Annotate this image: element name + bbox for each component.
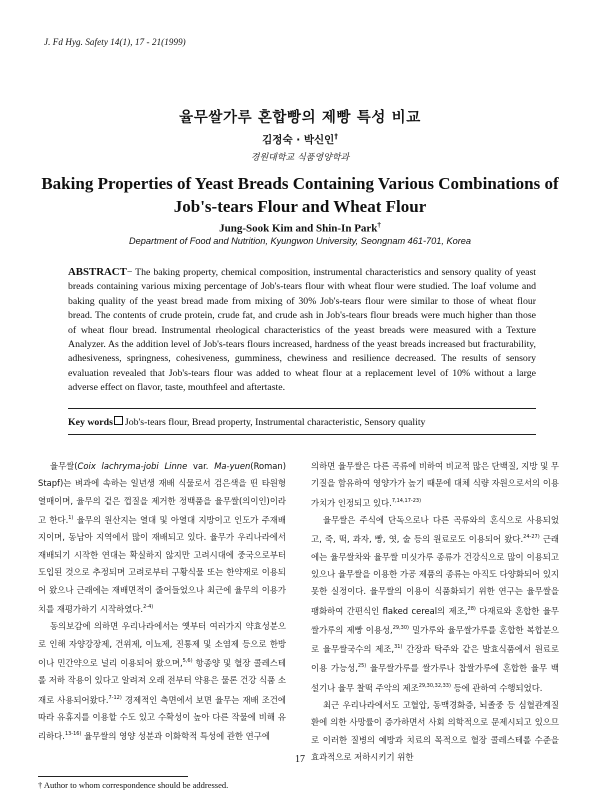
keywords-bottom-rule xyxy=(68,434,536,435)
abstract-text: − The baking property, chemical composition, instrumental characteristics and sensory quality of yeast breads containing various mixing percentage of Job's-tears flour with wheat flour were studied. The loaf volume and baking quality of the yeast bread made from mixing of 30% Job's-tears flour were similar to those of wheat flour bread. The contents of crude protein, crude fat, and crude ash in Job's-tears flour breads were much higher than those of wheat flour bread. Instrumental rheological characteristics of the yeast breads were measured with a Texture Analyzer. As the addition level of Job's-tears flours increased, hardness of the yeast breads increased but fracturability, adhesiveness, springness, cohesiveness, gumminess, chewiness and resilience decreased. The results of sensory evaluation revealed that Job's-tears flour was added to wheat flour at a replacement level of 10% without a large adverse effect on flavor, taste, mouthfeel and aftertaste. xyxy=(68,267,536,394)
korean-title: 율무쌀가루 혼합빵의 제빵 특성 비교 xyxy=(179,110,421,126)
abstract-heading: ABSTRACT xyxy=(68,266,127,278)
keywords-label: Key words xyxy=(68,417,113,428)
english-affiliation: Department of Food and Nutrition, Kyungwon University, Seongnam 461-701, Korea xyxy=(128,236,471,246)
right-paragraph-2: 율무쌀은 주식에 단독으로나 다른 곡류와의 혼식으로 사용되었고, 죽, 떡, 과자, 빵, 엿, 술 등의 원료로도 이용되어 왔다.$^{24-27)}$ 근래에는 율무쌀차와 율무쌀 미싯가루 종류가 건강식으로 많이 이용되고 있으나 율무쌀을 이용한 가공 제품의 종류는 아직도 다양화되어 있지 못한 실정이다. 율무쌀의 이용이 식품화되기 위한 연구는 율무쌀을 팽화하여 간편식인 flaked cereal의 제조,$^{28)}$ 다재료와 혼합한 율무쌀가루의 제빵 이용성,$^{29,30)}$ 밀가루와 율무쌀가루를 혼합한 복합분으로 율무쌀국수의 제조,$^{31)}$ 간장과 탁주와 같은 발효식품에서 원료로 이용 가능성,$^{25)}$ 율무쌀가루를 쌀가루나 찹쌀가루에 혼합한 율무 백설기나 율무 찰떡 주악의 제조$^{29,30,32,33)}$ 등에 관하여 수행되었다. xyxy=(311,515,560,693)
keywords-top-rule xyxy=(68,408,536,409)
korean-affiliation: 경원대학교 식품영양학과 xyxy=(250,153,350,163)
keywords-text: Job's-tears flour, Bread property, Instrumental characteristic, Sensory quality xyxy=(124,417,426,428)
english-authors: Jung-Sook Kim and Shin-In Park† xyxy=(219,221,381,235)
right-paragraph-1: 의하면 율무쌀은 다른 곡류에 비하여 비교적 많은 단백질, 지방 및 무기질을 함유하여 영양가가 높기 때문에 대체 식량 자원으로서의 이용 가치가 인정되고 있다.$^{7,14,17-23)}$ xyxy=(311,461,559,508)
page-number: 17 xyxy=(295,754,305,765)
left-paragraph-2: 동의보감에 의하면 우리나라에서는 옛부터 여러가지 약효성분으로 인해 자양강장제, 건위제, 이뇨제, 진통제 및 소염제 등으로 한방이나 민간약으로 널리 이용되어 왔으며,$^{5,6)}$ 항종양 및 혈장 콜레스테롤 저하 작용이 있다고 알려져 오래 전부터 약용은 물론 건강 식품 소재로 사용되어왔다.$^{7-12)}$ 경제적인 측면에서 보면 율무는 재배 조건에 따라 유휴지를 이용할 수도 있고 수확성이 높아 다른 작물에 비해 유리하다.$^{13-16)}$ 율무쌀의 영양 성분과 이화학적 특성에 관한 연구에 xyxy=(38,621,286,742)
keywords xyxy=(68,416,538,428)
journal-citation: J. Fd Hyg. Safety 14(1), 17 - 21(1999) xyxy=(44,37,186,47)
right-paragraph-3: 최근 우리나라에서도 고혈압, 동맥경화증, 뇌졸중 등 심혈관계질환에 의한 사망률이 증가하면서 사회 의학적으로 문제시되고 있으므로 이러한 질병의 예방과 치료의 목적으로 혈장 콜레스테롤 수준을 효과적으로 저하시키기 위한 xyxy=(311,699,559,763)
english-title: Baking Properties of Yeast Breads Containing Various Combinations of Job's-tears Flour and Wheat Flour xyxy=(41,174,559,216)
korean-authors: 김정숙 · 박신인† xyxy=(262,132,338,146)
right-column xyxy=(311,458,559,766)
footnote-rule xyxy=(38,776,188,777)
footnote: † Author to whom correspondence should be addressed. xyxy=(38,780,229,790)
left-paragraph-1: 율무쌀(Coix lachryma-jobi Linne var. Ma-yuen(Roman) Stapf)는 벼과에 속하는 일년생 재배 식물로서 검은색을 띤 타원형 열매이며, 율무의 겉은 껍질을 제거한 정백품을 율무쌀(의이인)이라고 한다.$^{1)}$ 율무의 원산지는 열대 및 아열대 지방이고 인도가 주재배지이며, 동남아 지역에서 많이 재배되고 있다. 율무가 우리나라에서 재배되기 시작한 연대는 확실하지 않지만 고려시대에 중국으로부터 도입된 것으로 추정되며 고려로부터 구황식물 또는 한약재로 이용되어 왔으나 근래에는 재배면적이 줄어들었으나 최근에 율무의 이용가치를 재평가하기 시작하였다.$^{2-4)}$ xyxy=(38,461,286,614)
checkbox-icon xyxy=(114,416,123,425)
left-column xyxy=(38,458,286,745)
abstract xyxy=(68,265,536,396)
